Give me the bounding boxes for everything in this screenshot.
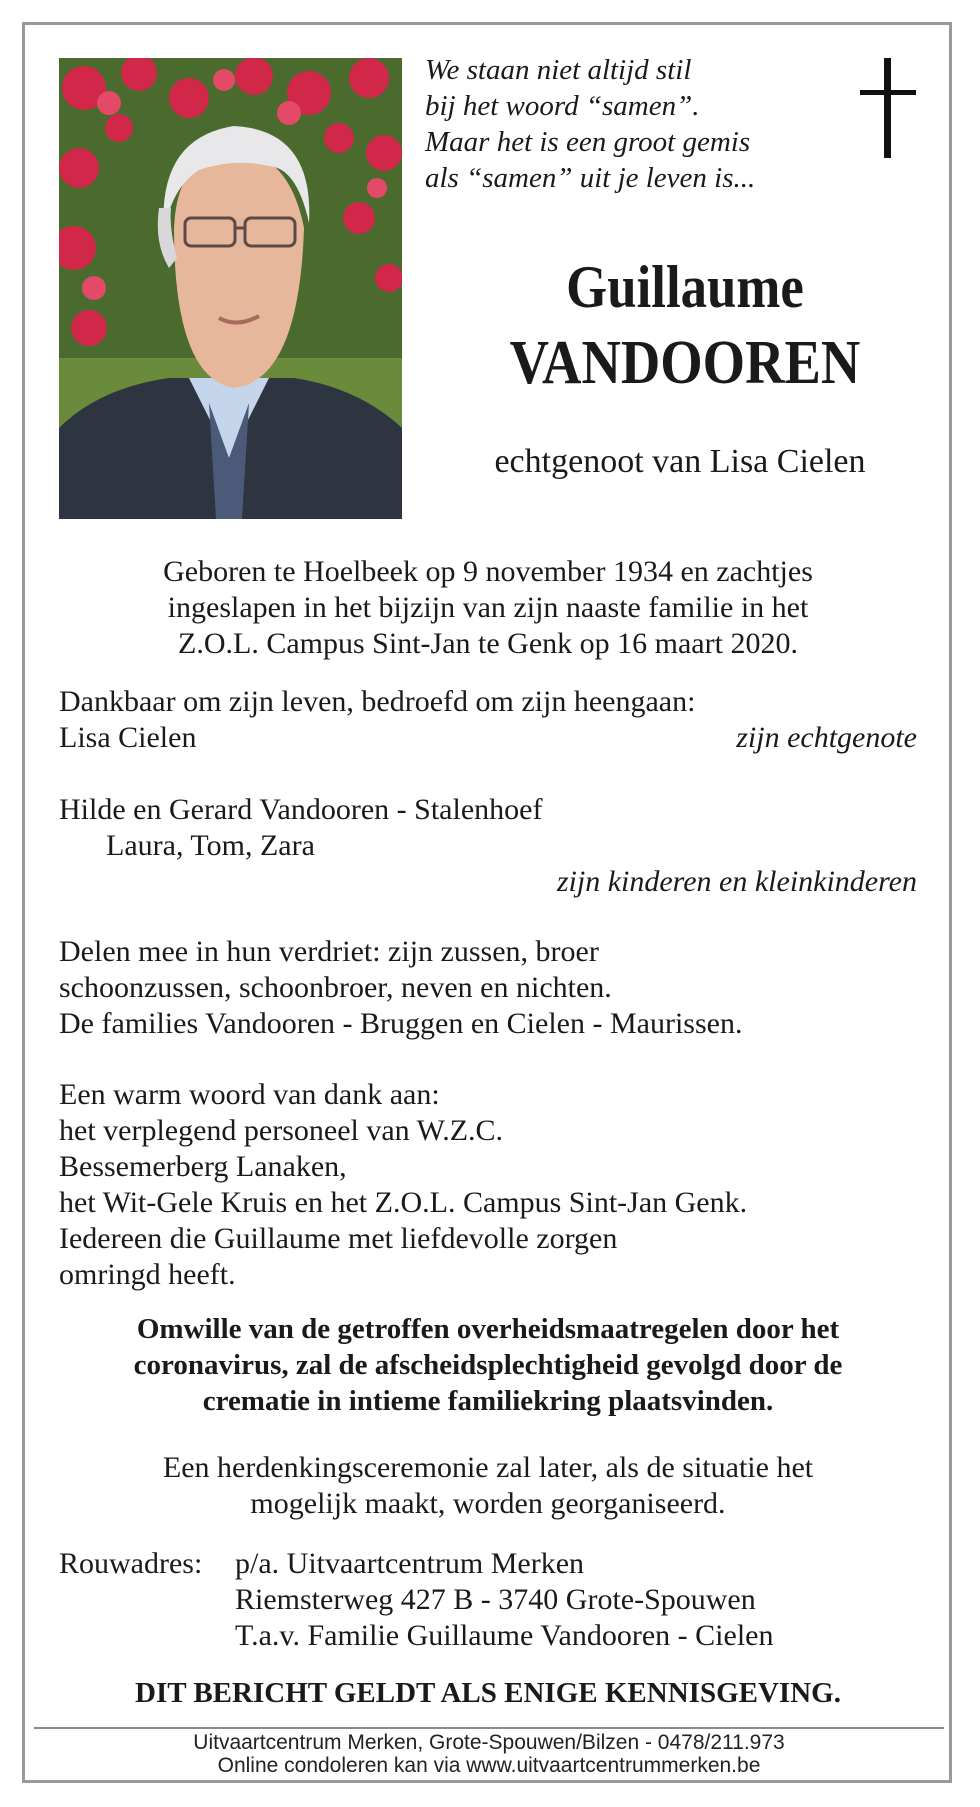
family-section bbox=[59, 684, 917, 900]
ceremony-line: mogelijk maakt, worden georganiseerd. bbox=[250, 1487, 726, 1520]
share-line: schoonzussen, schoonbroer, neven en nichten. bbox=[59, 971, 612, 1004]
footer-condolence-link[interactable]: Online condoleren kan via www.uitvaartcentrummerken.be bbox=[217, 1754, 761, 1777]
poem-line: We staan niet altijd stil bbox=[425, 54, 692, 86]
address-line: p/a. Uitvaartcentrum Merken bbox=[235, 1547, 585, 1580]
share-line: Delen mee in hun verdriet: zijn zussen, broer bbox=[59, 935, 599, 968]
ceremony-line: Een herdenkingsceremonie zal later, als de situatie het bbox=[162, 1451, 814, 1484]
corona-notice bbox=[59, 1311, 917, 1419]
mourning-address bbox=[59, 1546, 917, 1654]
spouse-name: Lisa Cielen bbox=[59, 721, 197, 754]
thanks-line: omringd heeft. bbox=[59, 1258, 236, 1291]
thanks-line: Een warm woord van dank aan: bbox=[59, 1078, 440, 1111]
notice-line: Omwille van de getroffen overheidsmaatregelen door het bbox=[136, 1313, 840, 1345]
deceased-first-name: Guillaume bbox=[566, 254, 804, 320]
address-label: Rouwadres: bbox=[59, 1547, 203, 1580]
thanks-line: het Wit-Gele Kruis en het Z.O.L. Campus Sint-Jan Genk. bbox=[59, 1186, 748, 1219]
birth-paragraph bbox=[59, 554, 917, 662]
portrait-photo bbox=[59, 58, 402, 519]
poem-line: bij het woord “samen”. bbox=[425, 90, 700, 122]
notice-line: coronavirus, zal de afscheidsplechtigheid gevolgd door de bbox=[133, 1349, 843, 1381]
children-role: zijn kinderen en kleinkinderen bbox=[556, 865, 917, 898]
cross-icon bbox=[860, 58, 916, 160]
notice-line: crematie in intieme familiekring plaatsvinden. bbox=[202, 1385, 774, 1417]
share-line: De families Vandooren - Bruggen en Cielen - Maurissen. bbox=[59, 1007, 743, 1040]
footer bbox=[34, 1731, 944, 1777]
ceremony-paragraph bbox=[59, 1450, 917, 1522]
deceased-last-name: VANDOOREN bbox=[509, 329, 861, 397]
poem-line: Maar het is een groot gemis bbox=[425, 126, 751, 158]
thanks-paragraph bbox=[59, 1077, 917, 1293]
thanks-line: het verplegend personeel van W.Z.C. bbox=[59, 1114, 504, 1147]
poem bbox=[425, 52, 755, 196]
share-paragraph bbox=[59, 934, 917, 1042]
address-line: Riemsterweg 427 B - 3740 Grote-Spouwen bbox=[235, 1583, 756, 1616]
footer-divider bbox=[34, 1727, 944, 1729]
poem-line: als “samen” uit je leven is... bbox=[425, 162, 756, 194]
spouse-role: zijn echtgenote bbox=[736, 721, 917, 754]
grandchildren-line: Laura, Tom, Zara bbox=[106, 829, 315, 862]
children-line: Hilde en Gerard Vandooren - Stalenhoef bbox=[59, 793, 543, 826]
thanks-line: Iedereen die Guillaume met liefdevolle zorgen bbox=[59, 1222, 618, 1255]
thanks-line: Bessemerberg Lanaken, bbox=[59, 1150, 347, 1183]
spouse-line: echtgenoot van Lisa Cielen bbox=[494, 443, 866, 480]
birth-line: ingeslapen in het bijzijn van zijn naaste familie in het bbox=[167, 591, 809, 624]
footer-contact: Uitvaartcentrum Merken, Grote-Spouwen/Bilzen - 0478/211.973 bbox=[193, 1731, 785, 1754]
birth-line: Z.O.L. Campus Sint-Jan te Genk op 16 maart 2020. bbox=[178, 627, 798, 660]
family-intro: Dankbaar om zijn leven, bedroefd om zijn heengaan: bbox=[59, 685, 696, 718]
address-line: T.a.v. Familie Guillaume Vandooren - Cielen bbox=[235, 1619, 774, 1652]
final-notice: DIT BERICHT GELDT ALS ENIGE KENNISGEVING. bbox=[135, 1677, 841, 1709]
birth-line: Geboren te Hoelbeek op 9 november 1934 en zachtjes bbox=[163, 555, 813, 588]
